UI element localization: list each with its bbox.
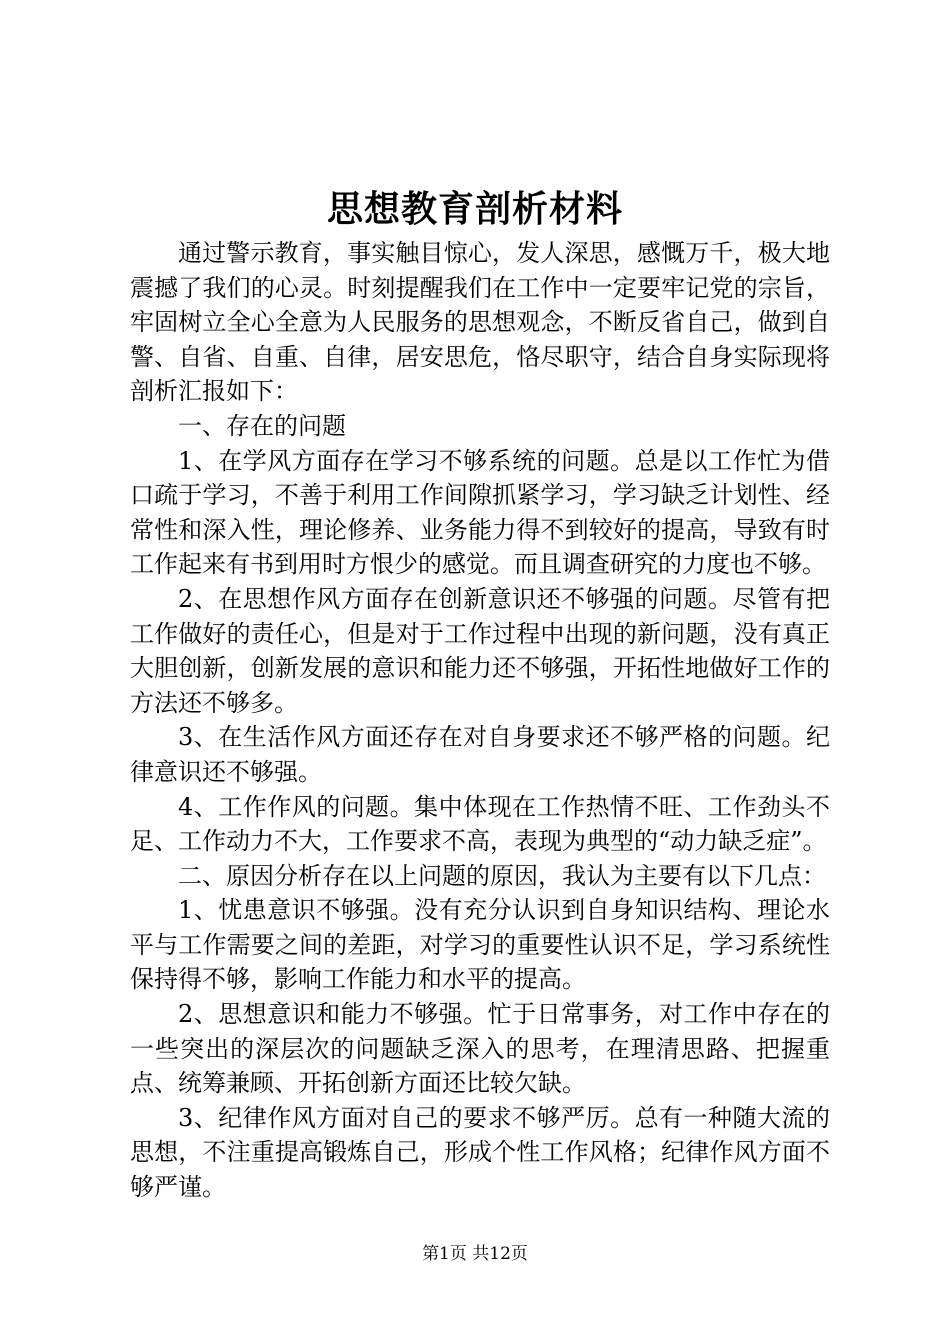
page-footer: 第1页 共12页 <box>422 1244 528 1264</box>
problem-item-1: 1、在学风方面存在学习不够系统的问题。总是以工作忙为借口疏于学习，不善于利用工作间隙抓紧学习，学习缺乏计划性、经常性和深入性，理论修养、业务能力得不到较好的提高，导致有时工作起来有书到用时方恨少的感觉。而且调查研究的力度也不够。 <box>130 446 830 579</box>
cause-item-2: 2、思想意识和能力不够强。忙于日常事务，对工作中存在的一些突出的深层次的问题缺乏深入的思考，在理清思路、把握重点、统筹兼顾、开拓创新方面还比较欠缺。 <box>130 1000 830 1098</box>
document-body <box>130 236 830 1205</box>
problem-item-3: 3、在生活作风方面还存在对自身要求还不够严格的问题。纪律意识还不够强。 <box>130 723 830 786</box>
intro-paragraph: 通过警示教育，事实触目惊心，发人深思，感慨万千，极大地震撼了我们的心灵。时刻提醒我们在工作中一定要牢记党的宗旨，牢固树立全心全意为人民服务的思想观念，不断反省自己，做到自警、自省、自重、自律，居安思危，恪尽职守，结合自身实际现将剖析汇报如下： <box>130 239 830 406</box>
document-title: 思想教育剖析材料 <box>326 188 623 230</box>
section-heading-causes: 二、原因分析存在以上问题的原因，我认为主要有以下几点： <box>178 861 826 890</box>
problem-item-2: 2、在思想作风方面存在创新意识还不够强的问题。尽管有把工作做好的责任心，但是对于工作过程中出现的新问题，没有真正大胆创新，创新发展的意识和能力还不够强，开拓性地做好工作的方法还不够多。 <box>130 584 830 717</box>
cause-item-1: 1、忧患意识不够强。没有充分认识到自身知识结构、理论水平与工作需要之间的差距，对学习的重要性认识不足，学习系统性保持得不够，影响工作能力和水平的提高。 <box>130 896 830 994</box>
problem-item-4: 4、工作作风的问题。集中体现在工作热情不旺、工作劲头不足、工作动力不大，工作要求不高，表现为典型的“动力缺乏症”。 <box>130 792 830 856</box>
section-heading-problems: 一、存在的问题 <box>178 411 346 440</box>
cause-item-3: 3、纪律作风方面对自己的要求不够严厉。总有一种随大流的思想，不注重提高锻炼自己，形成个性工作风格；纪律作风方面不够严谨。 <box>130 1103 830 1202</box>
